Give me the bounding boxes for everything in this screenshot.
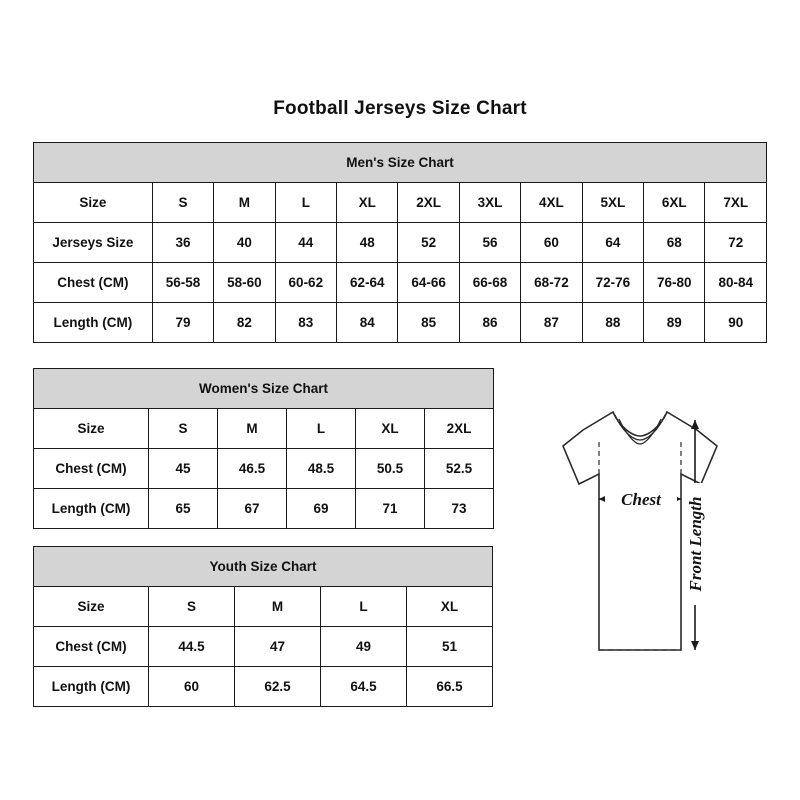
cell: 88	[582, 303, 643, 343]
cell: 47	[235, 627, 321, 667]
cell: 80-84	[705, 263, 767, 303]
cell: 60-62	[275, 263, 336, 303]
cell: 64	[582, 223, 643, 263]
womens-size-chart	[33, 368, 494, 529]
cell: 58-60	[214, 263, 275, 303]
cell: 79	[152, 303, 213, 343]
cell: L	[321, 587, 407, 627]
cell: M	[214, 183, 275, 223]
cell: 76-80	[644, 263, 705, 303]
row-label: Chest (CM)	[34, 263, 153, 303]
cell: 5XL	[582, 183, 643, 223]
cell: 50.5	[356, 449, 425, 489]
cell: M	[218, 409, 287, 449]
row-label: Length (CM)	[34, 303, 153, 343]
cell: 90	[705, 303, 767, 343]
row-label: Chest (CM)	[34, 627, 149, 667]
cell: 6XL	[644, 183, 705, 223]
cell: 72	[705, 223, 767, 263]
cell: 2XL	[398, 183, 459, 223]
cell: XL	[337, 183, 398, 223]
row-label: Size	[34, 587, 149, 627]
cell: XL	[407, 587, 493, 627]
cell: 66-68	[459, 263, 520, 303]
cell: 45	[149, 449, 218, 489]
cell: 52.5	[425, 449, 494, 489]
cell: 73	[425, 489, 494, 529]
front-length-label: Front Length	[686, 496, 705, 592]
jersey-measurement-diagram	[505, 398, 775, 688]
womens-size-table	[33, 368, 494, 529]
cell: 3XL	[459, 183, 520, 223]
womens-section-header: Women's Size Chart	[34, 369, 494, 409]
cell: 48.5	[287, 449, 356, 489]
row-label: Size	[34, 183, 153, 223]
cell: 87	[521, 303, 582, 343]
cell: 40	[214, 223, 275, 263]
mens-size-table	[33, 142, 767, 343]
table-row	[34, 449, 494, 489]
cell: 44	[275, 223, 336, 263]
cell: 72-76	[582, 263, 643, 303]
mens-section-header: Men's Size Chart	[34, 143, 767, 183]
cell: 65	[149, 489, 218, 529]
mens-size-chart	[33, 142, 767, 343]
table-row	[34, 303, 767, 343]
cell: 48	[337, 223, 398, 263]
cell: 4XL	[521, 183, 582, 223]
table-row	[34, 587, 493, 627]
cell: 71	[356, 489, 425, 529]
cell: 52	[398, 223, 459, 263]
row-label: Length (CM)	[34, 489, 149, 529]
cell: 51	[407, 627, 493, 667]
cell: 46.5	[218, 449, 287, 489]
cell: 85	[398, 303, 459, 343]
chest-label: Chest	[621, 490, 661, 509]
table-row	[34, 409, 494, 449]
cell: 68-72	[521, 263, 582, 303]
table-row	[34, 627, 493, 667]
cell: 64-66	[398, 263, 459, 303]
cell: 49	[321, 627, 407, 667]
table-row	[34, 489, 494, 529]
table-section-header-row	[34, 547, 493, 587]
page-title: Football Jerseys Size Chart	[273, 98, 527, 119]
length-arrow-top-icon	[691, 420, 699, 429]
cell: 56	[459, 223, 520, 263]
row-label: Size	[34, 409, 149, 449]
cell: L	[275, 183, 336, 223]
youth-size-chart	[33, 546, 493, 707]
cell: S	[149, 587, 235, 627]
cell: 68	[644, 223, 705, 263]
table-row	[34, 183, 767, 223]
cell: S	[149, 409, 218, 449]
row-label: Length (CM)	[34, 667, 149, 707]
youth-section-header: Youth Size Chart	[34, 547, 493, 587]
cell: 67	[218, 489, 287, 529]
cell: 66.5	[407, 667, 493, 707]
cell: 2XL	[425, 409, 494, 449]
cell: 64.5	[321, 667, 407, 707]
cell: S	[152, 183, 213, 223]
cell: 44.5	[149, 627, 235, 667]
cell: 60	[521, 223, 582, 263]
cell: 62.5	[235, 667, 321, 707]
cell: 36	[152, 223, 213, 263]
table-row	[34, 223, 767, 263]
table-row	[34, 667, 493, 707]
cell: M	[235, 587, 321, 627]
cell: 60	[149, 667, 235, 707]
table-section-header-row	[34, 143, 767, 183]
youth-size-table	[33, 546, 493, 707]
cell: 89	[644, 303, 705, 343]
cell: 69	[287, 489, 356, 529]
cell: 56-58	[152, 263, 213, 303]
cell: 86	[459, 303, 520, 343]
cell: 62-64	[337, 263, 398, 303]
cell: XL	[356, 409, 425, 449]
cell: 83	[275, 303, 336, 343]
cell: 84	[337, 303, 398, 343]
cell: 82	[214, 303, 275, 343]
length-arrow-bottom-icon	[691, 641, 699, 650]
cell: 7XL	[705, 183, 767, 223]
cell: L	[287, 409, 356, 449]
row-label: Chest (CM)	[34, 449, 149, 489]
table-section-header-row	[34, 369, 494, 409]
row-label: Jerseys Size	[34, 223, 153, 263]
table-row	[34, 263, 767, 303]
